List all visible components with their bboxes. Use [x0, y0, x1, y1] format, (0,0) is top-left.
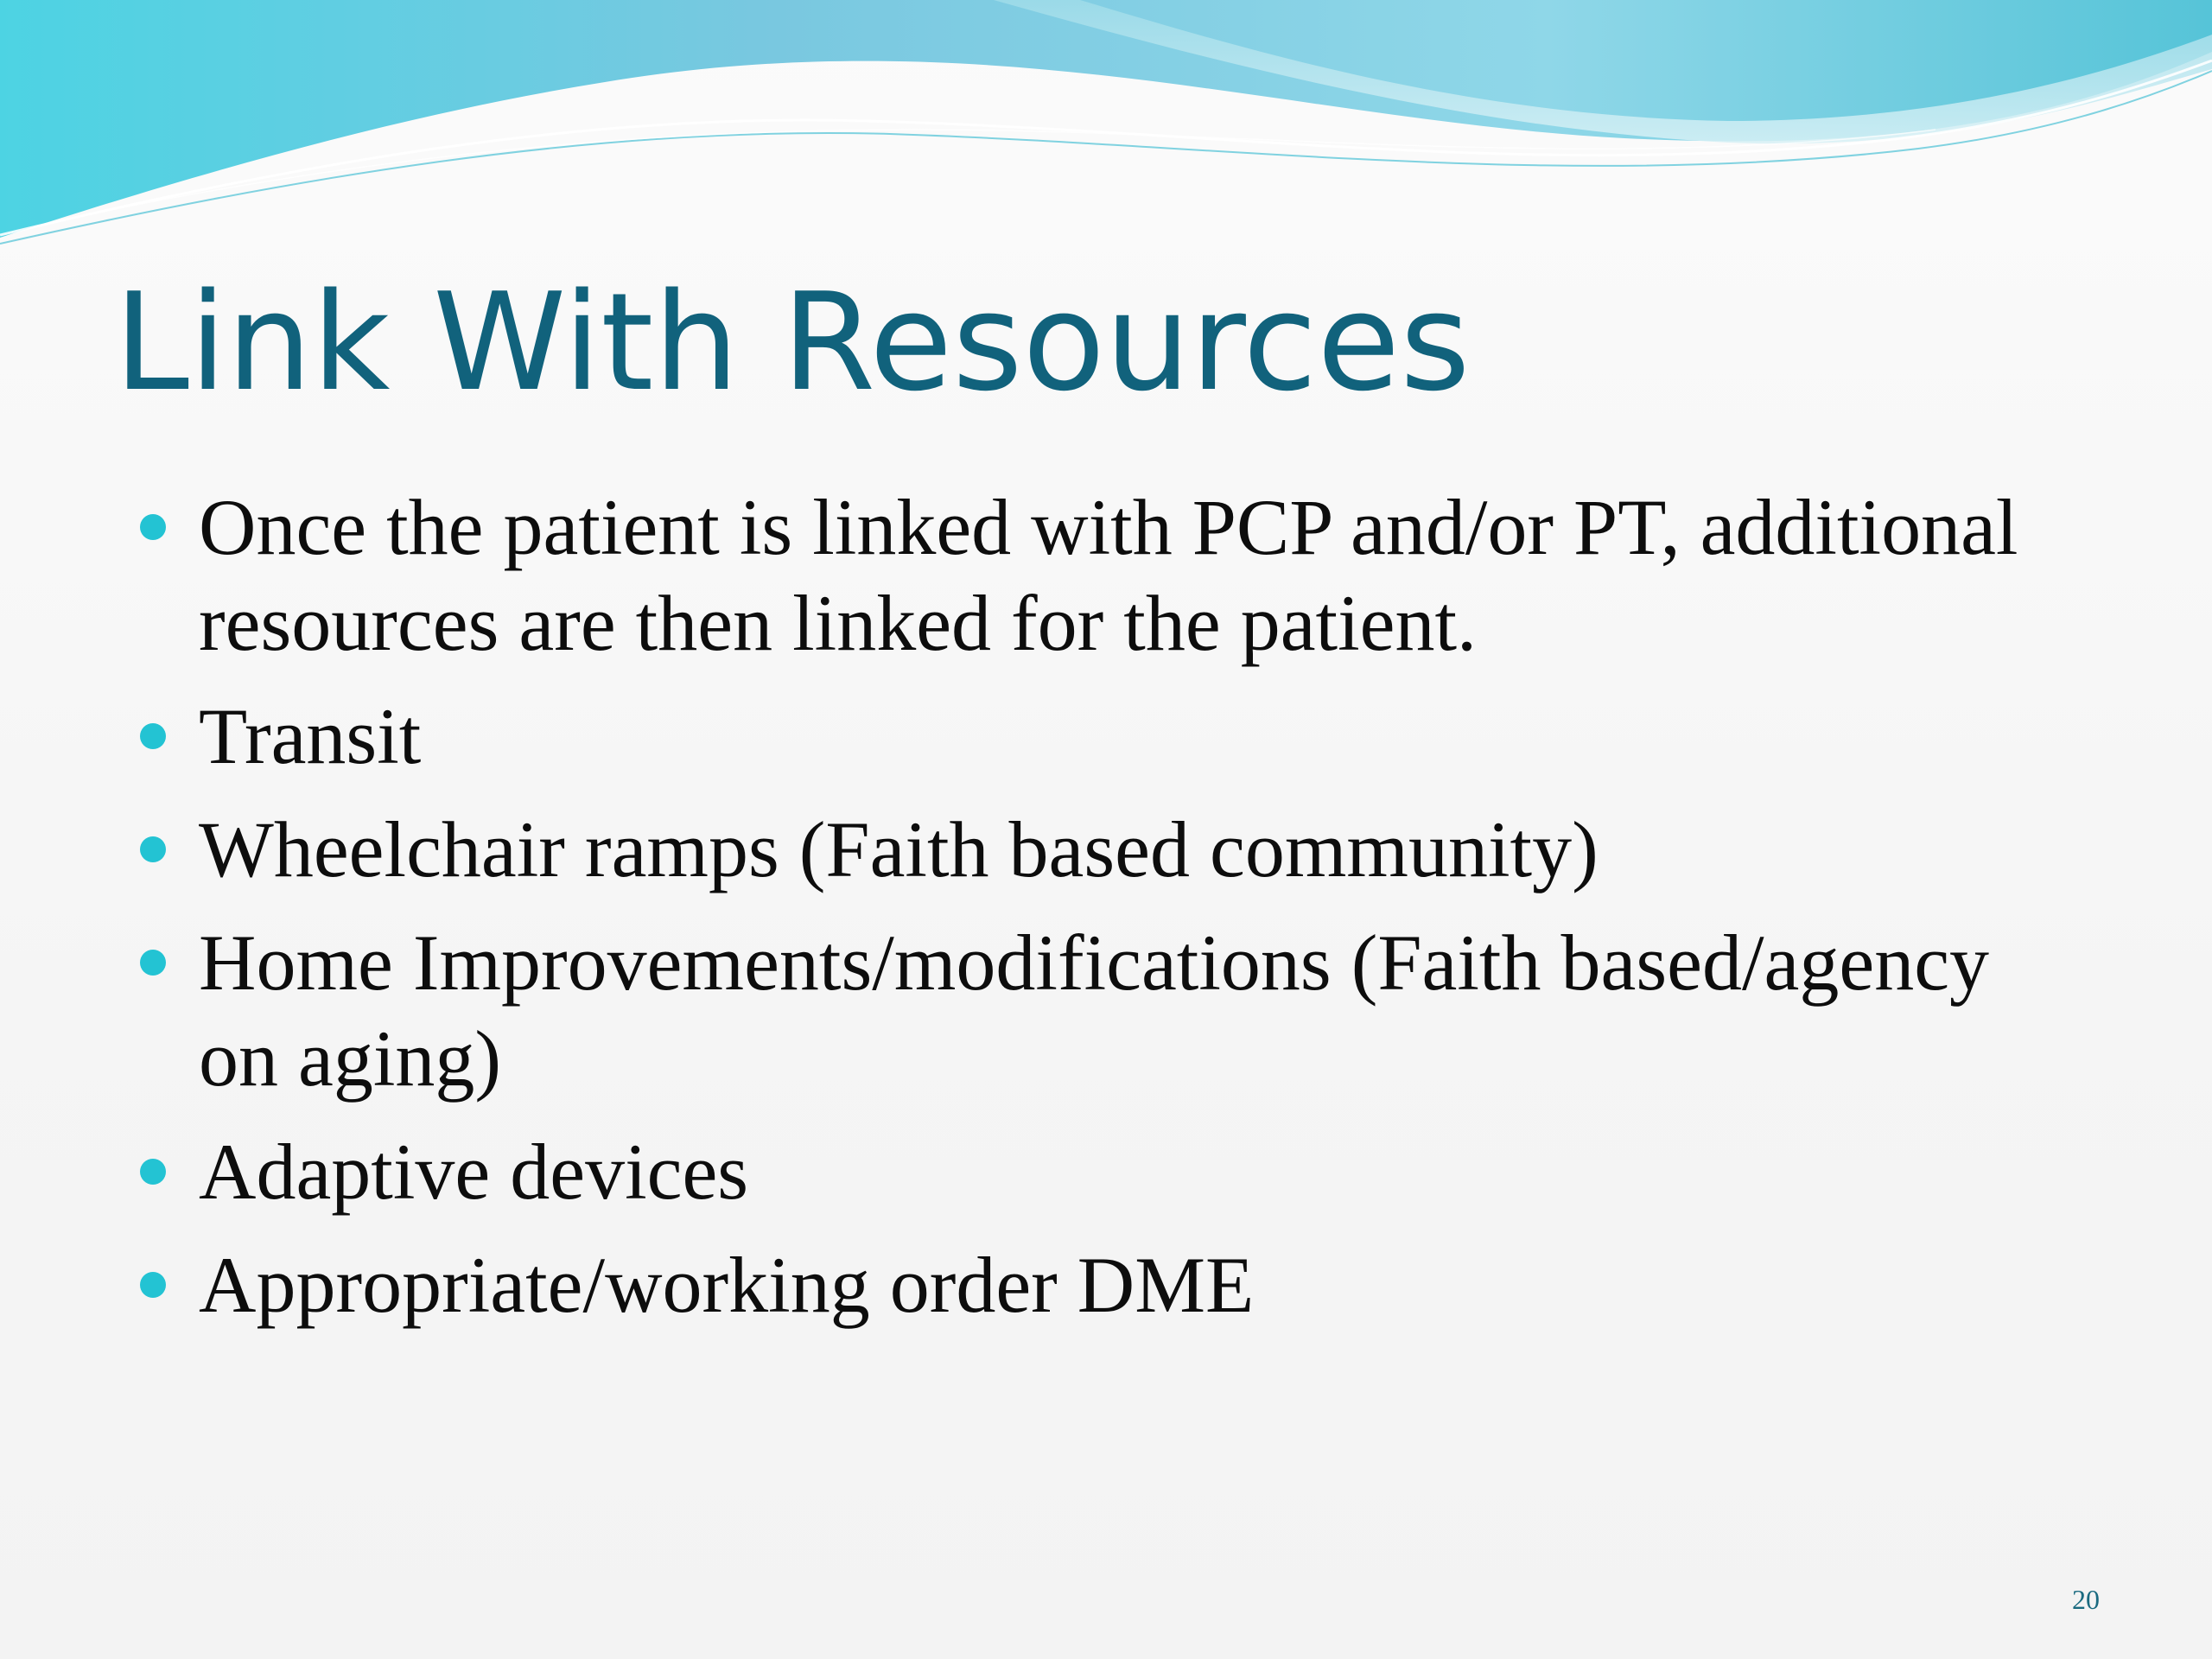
bullet-text: Adaptive devices — [199, 1128, 749, 1216]
bullet-item — [138, 480, 2074, 671]
bullet-item — [138, 1124, 2074, 1220]
bullet-text: Appropriate/working order DME — [199, 1241, 1255, 1329]
bullet-text: Once the patient is linked with PCP and/or PT, additional resources are then linked for the patient. — [199, 483, 2018, 667]
slide-title: Link With Resources — [114, 264, 1471, 421]
bullet-text: Transit — [199, 692, 422, 780]
page-number: 20 — [2072, 1584, 2100, 1615]
bullet-item — [138, 915, 2074, 1107]
bullet-item — [138, 689, 2074, 785]
bullet-item — [138, 1237, 2074, 1333]
bullet-dot-icon — [140, 723, 166, 749]
bullet-dot-icon — [140, 1272, 166, 1298]
bullet-item — [138, 802, 2074, 898]
bullet-text: Home Improvements/modifications (Faith based/agency on aging) — [199, 918, 1990, 1103]
bullet-text: Wheelchair ramps (Faith based community) — [199, 805, 1599, 893]
header-wave-decoration — [0, 0, 2212, 259]
bullet-dot-icon — [140, 836, 166, 862]
bullet-dot-icon — [140, 514, 166, 540]
bullet-dot-icon — [140, 950, 166, 976]
bullet-dot-icon — [140, 1159, 166, 1185]
bullet-list — [138, 480, 2074, 1351]
